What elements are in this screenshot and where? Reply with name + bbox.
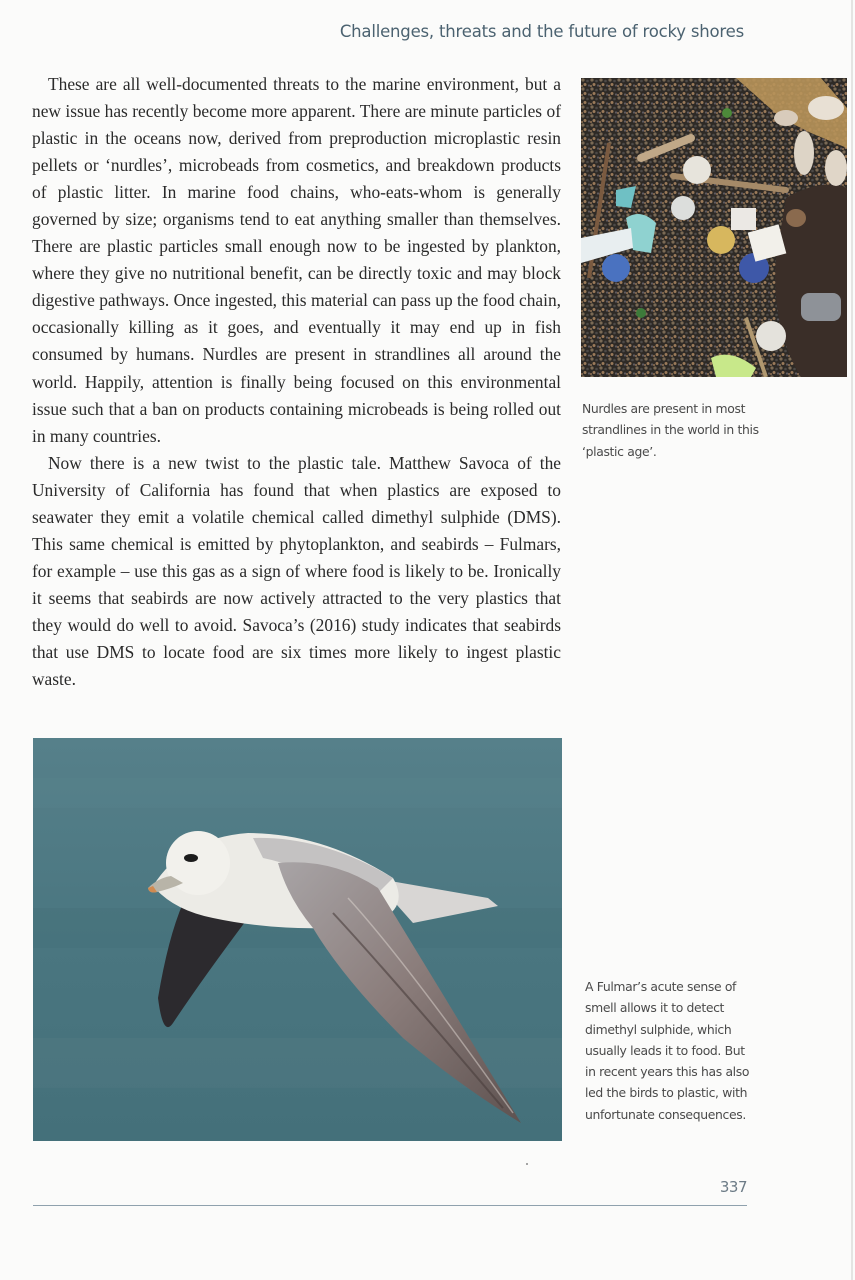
fulmar-caption: A Fulmar’s acute sense of smell allows it to detect dimethyl sulphide, which usually leads it to food. But in recent years this has also led the birds to plastic, with unfortunate consequences. [585, 979, 750, 1122]
fulmar-photo [33, 738, 562, 1141]
nurdles-photo [581, 78, 847, 377]
nurdles-illustration [581, 78, 847, 377]
paragraph-1: These are all well-documented threats to the marine environment, but a new issue has recently become more apparent. There are minute particles of plastic in the oceans now, derived from preproduction microplastic resin pellets or ‘nurdles’, microbeads from cosmetics, and breakdown products of plastic litter. In marine food chains, who-eats-whom is generally governed by size; organisms tend to eat anything smaller than themselves. There are plastic particles small enough now to be ingested by plankton, where they give no nutritional benefit, can be directly toxic and may block digestive pathways. Once ingested, this material can pass up the food chain, occasionally killing as it goes, and eventually it may end up in fish consumed by humans. Nurdles are present in strandlines all around the world. Happily, attention is finally being focused on this environmental issue such that a ban on products containing microbeads is being rolled out in many countries. [32, 74, 561, 446]
main-text [32, 71, 561, 693]
paragraph-2: Now there is a new twist to the plastic tale. Matthew Savoca of the University of California has found that when plastics are exposed to seawater they emit a volatile chemical called dimethyl sulphide (DMS). This same chemical is emitted by phytoplankton, and seabirds – Fulmars, for example – use this gas as a sign of where food is likely to be. Ironically it seems that seabirds are now actively attracted to the very plastics that they would do well to avoid. Savoca’s (2016) study indicates that seabirds that use DMS to locate food are six times more likely to ingest plastic waste. [32, 452, 561, 690]
print-speck [526, 1163, 528, 1165]
page-edge [851, 0, 853, 1280]
fulmar-illustration [33, 738, 562, 1141]
running-head: Challenges, threats and the future of rocky shores [339, 22, 744, 41]
page-number: 337 [719, 1178, 747, 1196]
footer-rule [33, 1205, 747, 1206]
nurdles-caption: Nurdles are present in most strandlines in the world in this ‘plastic age’. [582, 401, 759, 459]
